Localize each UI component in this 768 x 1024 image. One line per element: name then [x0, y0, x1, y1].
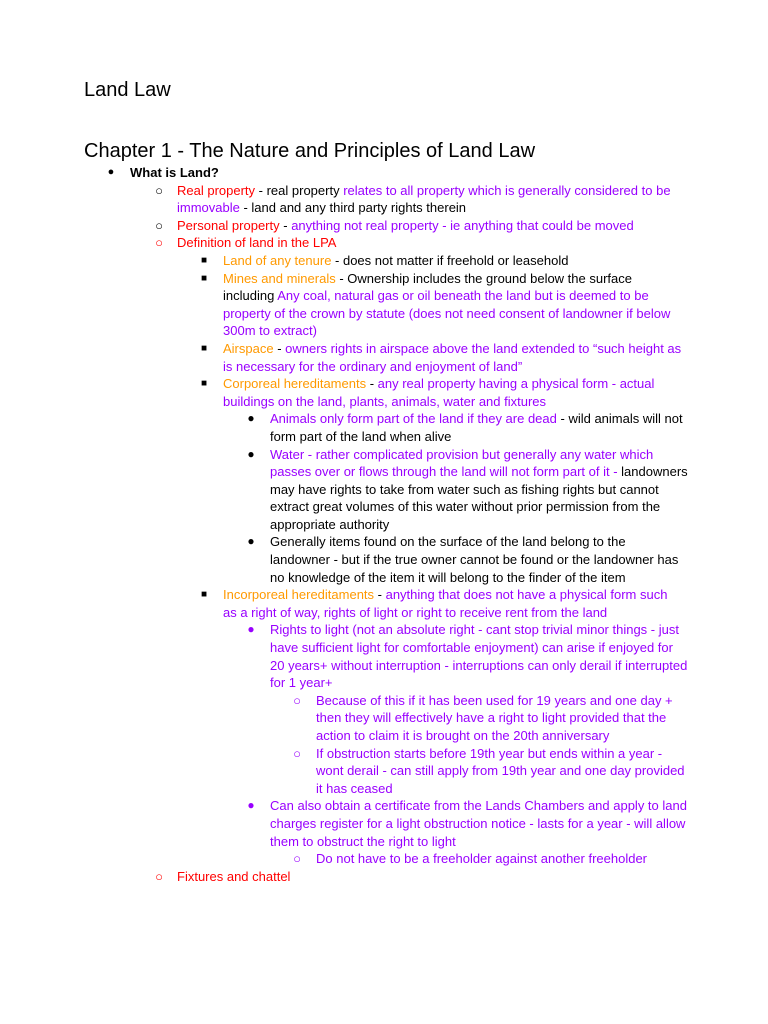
list-item	[0, 217, 687, 235]
text-segment: What is Land?	[130, 165, 219, 180]
text-segment: Rights to light (not an absolute right - cant stop trivial minor things - just have sufficient light for comfortable enjoyment) can arise if enjoyed for 20 years+ without interruption - interruptions can only derail if interrupted for 1 year+	[270, 622, 688, 691]
bullet-icon: ■	[200, 254, 208, 266]
list-item	[0, 797, 688, 850]
text-segment: Mines and minerals	[223, 270, 336, 286]
list-item-text	[223, 376, 654, 409]
text-segment: Definition of land in the LPA	[177, 235, 337, 251]
list-item-text	[270, 622, 687, 690]
list-item-text	[316, 693, 673, 743]
text-segment: If obstruction starts before 19th year but ends within a year - wont derail - can still apply from 19th year and one day provided it has ceased	[316, 745, 685, 796]
list-item-text	[270, 798, 687, 848]
text-segment: Land of any tenure	[223, 252, 332, 268]
list-item-text	[177, 183, 671, 216]
bullet-icon: ●	[247, 534, 255, 549]
list-item	[0, 340, 683, 375]
list-item-text	[223, 341, 681, 374]
bullet-icon: ○	[155, 235, 163, 251]
bullet-icon: ■	[200, 272, 208, 284]
list-item	[0, 270, 683, 340]
bullet-icon: ●	[247, 622, 255, 637]
bullet-icon: ■	[200, 378, 208, 390]
bullet-outline	[0, 164, 768, 885]
list-item	[0, 850, 688, 868]
text-segment: Airspace	[223, 340, 274, 356]
text-segment: relates to all property which is generally considered to be immovable	[177, 182, 671, 216]
bullet-icon: ■	[200, 342, 208, 354]
text-segment: - Ownership includes the ground below the surface including	[223, 270, 632, 304]
list-item	[0, 234, 687, 252]
text-segment: Any coal, natural gas or oil beneath the land but is deemed to be property of the crown by statute (does not need consent of landowner if below 300m to extract)	[223, 288, 671, 339]
text-segment: landowners may have rights to take from water such as fishing rights but cannot extract great volumes of this water without prior permission from the appropriate authority	[270, 464, 688, 532]
list-item	[0, 164, 680, 182]
bullet-icon: ●	[247, 411, 255, 426]
list-item	[0, 533, 688, 586]
list-item-text	[223, 587, 667, 620]
bullet-icon: ○	[293, 692, 301, 708]
text-segment: Animals only form part of the land if they are dead	[270, 411, 557, 427]
list-item-text	[270, 534, 678, 584]
text-segment: Corporeal hereditaments	[223, 376, 367, 392]
text-segment: Water - rather complicated provision but generally any water which passes over or flows through the land will not form part of it -	[270, 446, 654, 480]
bullet-icon: ○	[293, 851, 301, 867]
bullet-icon: ○	[155, 182, 163, 198]
text-segment: Personal property	[177, 217, 280, 233]
list-item	[0, 621, 688, 691]
bullet-icon: ●	[247, 798, 255, 813]
list-item-text	[316, 746, 685, 796]
text-segment: Real property	[177, 182, 256, 198]
list-item-text	[223, 253, 568, 268]
text-segment: Can also obtain a certificate from the Lands Chambers and apply to land charges register for a light obstruction notice - lasts for a year - will allow them to obstruct the right to light	[270, 798, 687, 849]
bullet-icon: ●	[107, 166, 115, 178]
list-item	[0, 446, 688, 534]
document-title: Land Law	[84, 79, 171, 101]
text-segment: Fixtures and chattel	[177, 868, 291, 884]
text-segment: Do not have to be a freeholder against another freeholder	[316, 851, 648, 867]
text-segment: owners rights in airspace above the land extended to “such height as is necessary for the ordinary and enjoyment of land”	[223, 340, 682, 374]
bullet-icon: ○	[155, 217, 163, 233]
text-segment: -	[273, 340, 286, 356]
text-segment: -	[366, 376, 378, 392]
list-item	[0, 692, 688, 745]
bullet-icon: ■	[200, 589, 208, 601]
list-item-text	[177, 869, 290, 884]
list-item	[0, 868, 687, 886]
list-item-text	[223, 271, 670, 339]
text-segment: -	[279, 217, 292, 233]
text-segment: any real property having a physical form - actual buildings on the land, plants, animals, water and fixtures	[223, 376, 655, 409]
list-item	[0, 182, 687, 217]
list-item-text	[177, 235, 336, 250]
text-segment: Incorporeal hereditaments	[223, 587, 375, 603]
bullet-icon: ○	[293, 745, 301, 761]
list-item-text	[270, 447, 688, 532]
list-item	[0, 375, 683, 410]
text-segment: - does not matter if freehold or leasehold	[331, 252, 569, 268]
list-item-text	[177, 218, 634, 233]
bullet-icon: ○	[155, 868, 163, 884]
bullet-icon: ●	[247, 446, 255, 461]
text-segment: - land and any third party rights therein	[239, 200, 467, 216]
list-item-text	[316, 851, 647, 866]
text-segment: anything that does not have a physical form such as a right of way, rights of light or right to receive rent from the land	[223, 587, 668, 620]
list-item	[0, 252, 683, 270]
list-item-text	[130, 165, 219, 180]
list-item	[0, 586, 683, 621]
text-segment: - wild animals will not form part of the land when alive	[270, 411, 683, 444]
text-segment: Generally items found on the surface of the land belong to the landowner - but if the true owner cannot be found or the landowner has no knowledge of the item it will belong to the finder of the item	[270, 534, 679, 585]
list-item	[0, 745, 688, 798]
list-item	[0, 410, 688, 445]
text-segment: anything not real property - ie anything that could be moved	[291, 217, 634, 233]
text-segment: Because of this if it has been used for 19 years and one day + then they will effectively have a right to light provided that the action to claim it is brought on the 20th anniversary	[316, 692, 673, 743]
chapter-heading: Chapter 1 - The Nature and Principles of Land Law	[84, 140, 536, 162]
list-item-text	[270, 411, 683, 444]
text-segment: -	[374, 587, 386, 603]
text-segment: - real property	[255, 182, 344, 198]
